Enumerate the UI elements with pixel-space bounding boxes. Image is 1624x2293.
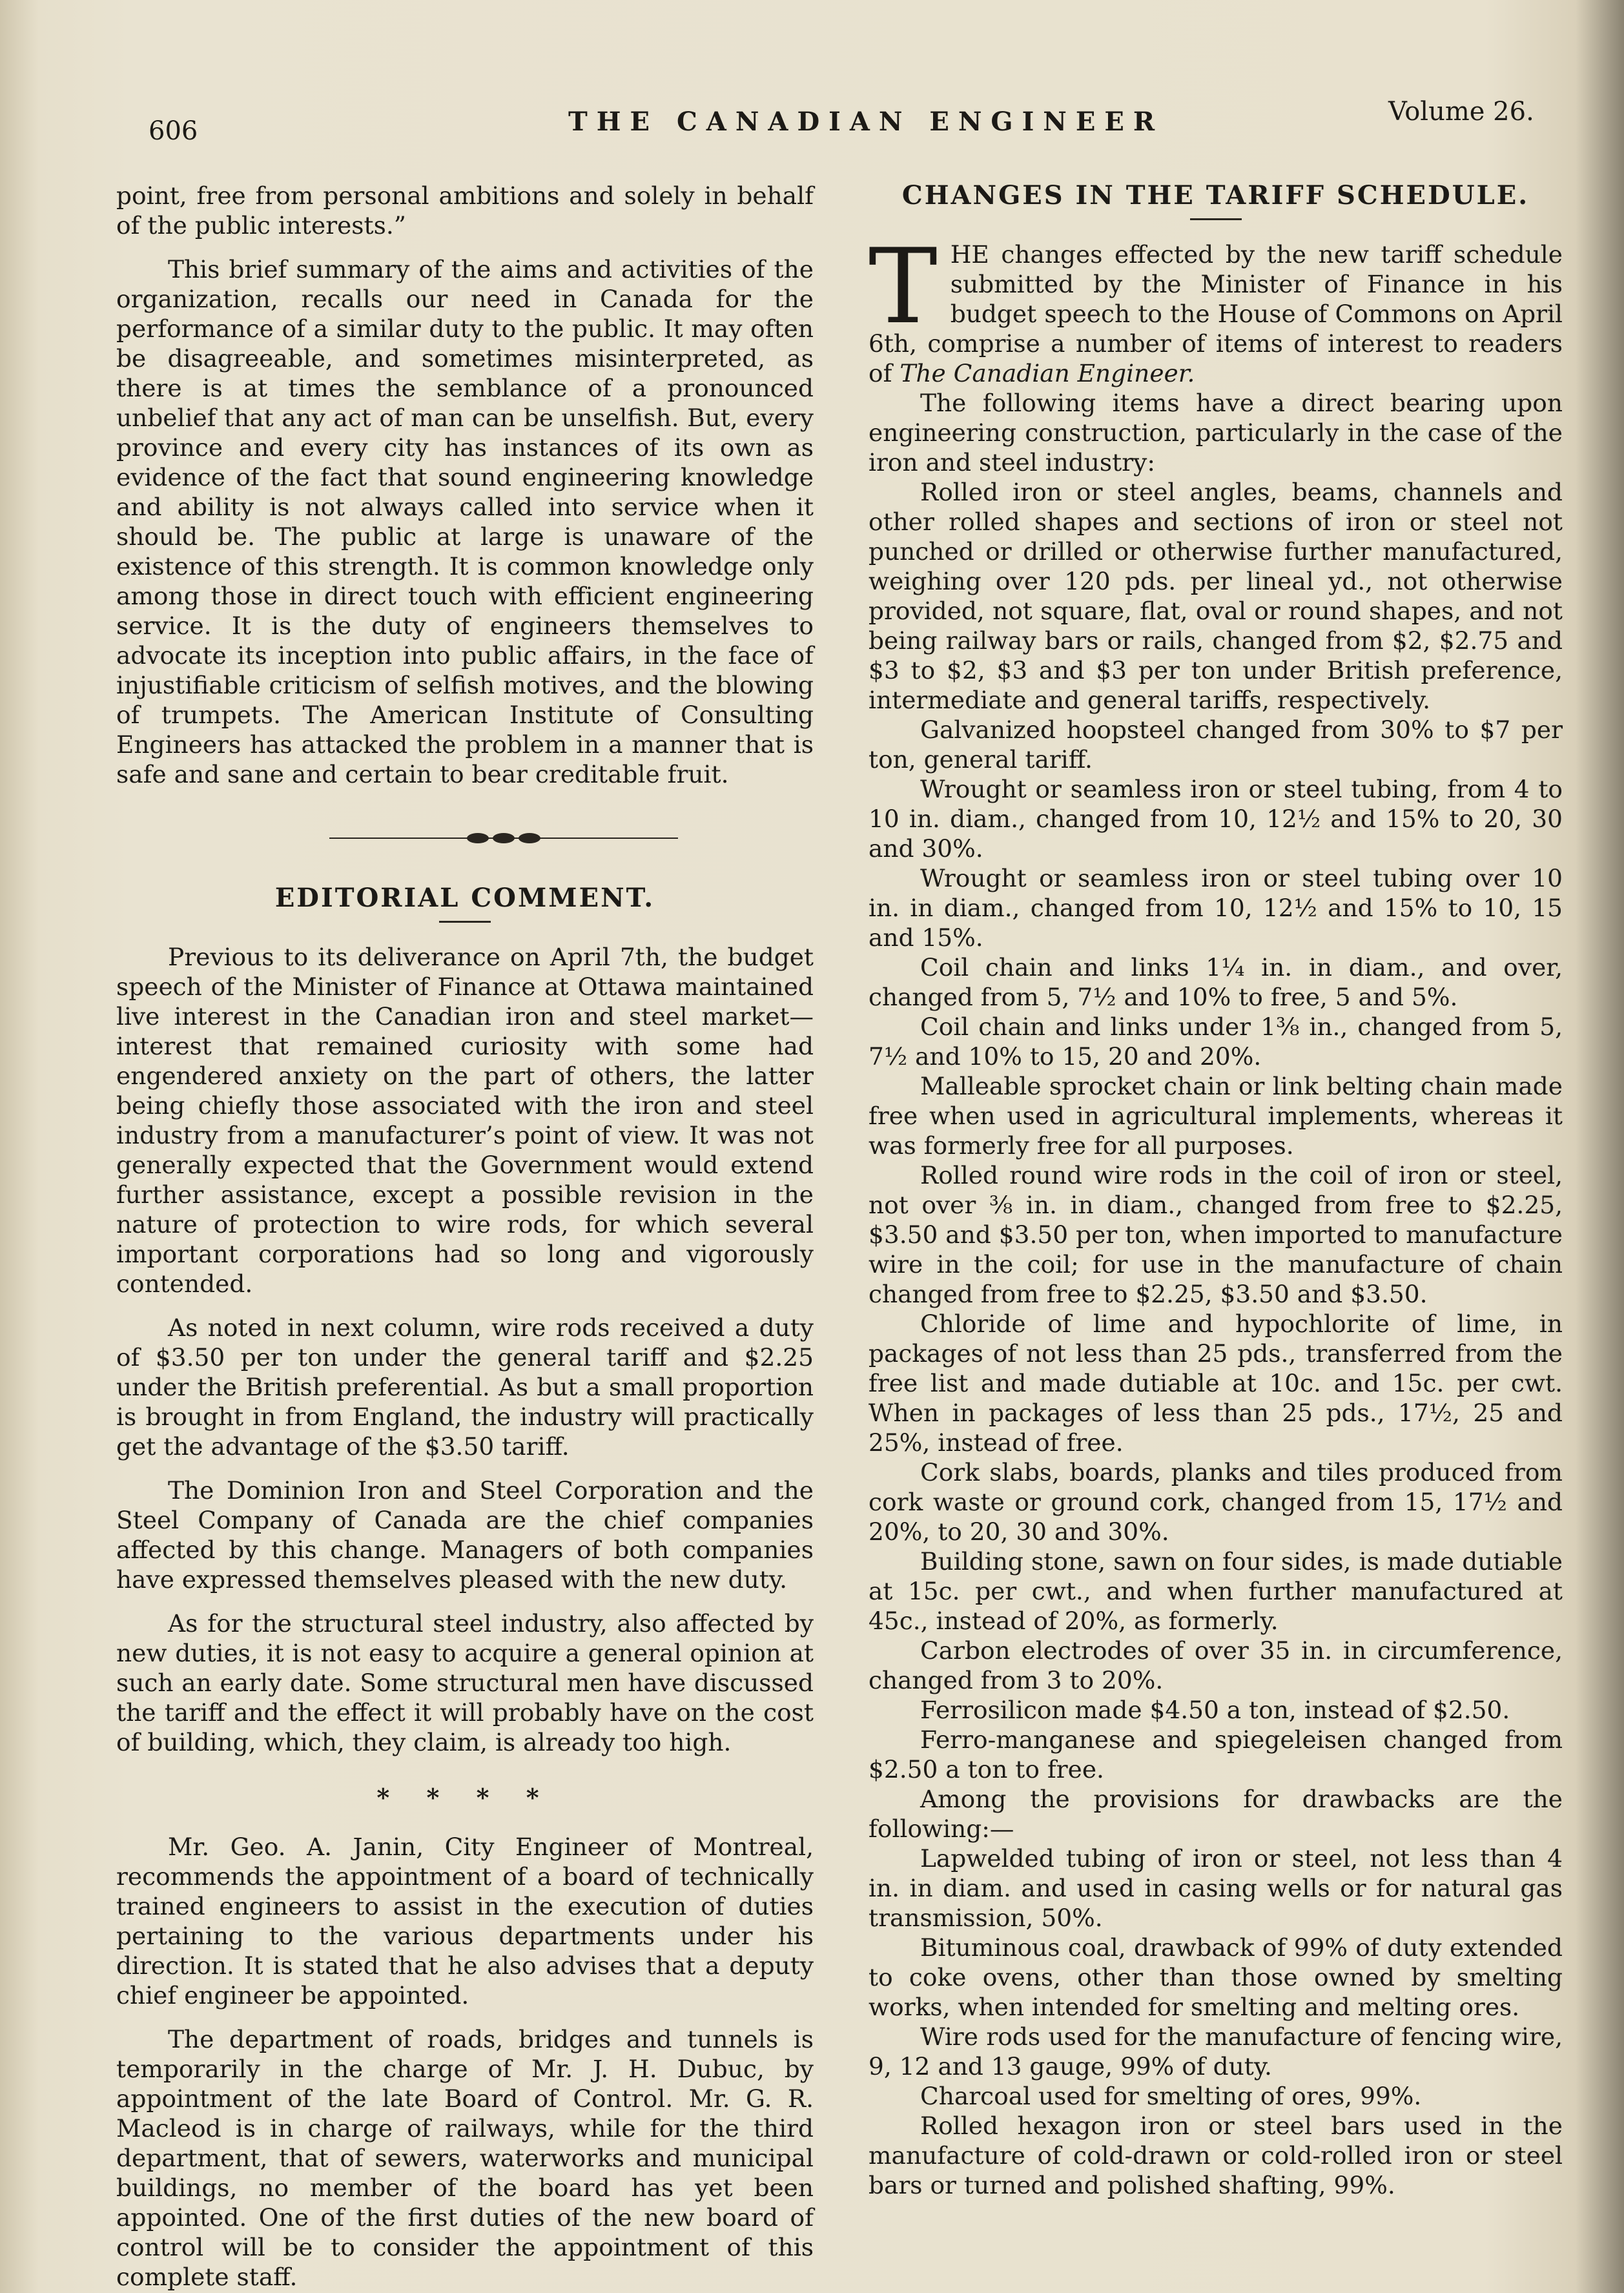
- drawback-item: Charcoal used for smelting of ores, 99%.: [920, 2082, 1422, 2110]
- ornament-divider: [116, 825, 814, 851]
- drawback-item: Lapwelded tubing of iron or steel, not less than 4 in. in diam. and used in casing wells or for natural gas transmission, 50%.: [869, 1844, 1563, 1932]
- page-number: 606: [149, 116, 198, 146]
- tariff-heading: CHANGES IN THE TARIFF SCHEDULE.: [901, 180, 1530, 211]
- paragraph: The following items have a direct bearing upon engineering construction, particularly in the case of the iron and steel industry:: [869, 389, 1563, 477]
- ornament-dot: [493, 833, 515, 843]
- tariff-item: Chloride of lime and hypochlorite of lime, in packages of not less than 25 pds., transferred from the free list and made dutiable at 10c. and 15c. per cwt. When in packages of less than 25 pds., 17½, 25 and 25%, instead of free.: [869, 1310, 1563, 1457]
- tariff-item: Galvanized hoopsteel changed from 30% to $7 per ton, general tariff.: [869, 715, 1563, 774]
- section-stars: * * * *: [376, 1783, 553, 1812]
- paragraph: As for the structural steel industry, also affected by new duties, it is not easy to acquire a general opinion at such an early date. Some structural men have discussed the tariff and the effect it will probably have on the cost of building, which, they claim, is already too high.: [116, 1609, 814, 1756]
- paragraph: point, free from personal ambitions and solely in behalf of the public interests.”: [116, 181, 814, 240]
- drawback-item: Rolled hexagon iron or steel bars used in the manufacture of cold-drawn or cold-rolled iron or steel bars or turned and polished shafting, 99%.: [869, 2112, 1563, 2199]
- tariff-item: Wrought or seamless iron or steel tubing over 10 in. in diam., changed from 10, 12½ and 15% to 10, 15 and 15%.: [869, 864, 1563, 952]
- tariff-item: Building stone, sawn on four sides, is made dutiable at 15c. per cwt., and when further manufactured at 45c., instead of 20%, as formerly.: [869, 1547, 1563, 1635]
- lead-paragraph: [869, 226, 1563, 388]
- paragraph: This brief summary of the aims and activities of the organization, recalls our need in Canada for the performance of a similar duty to the public. It may often be disagreeable, and sometimes misinterpreted, as there is at times the semblance of a pronounced unbelief that any act of man can be unselfish. But, every province and every city has instances of its own as evidence of the fact that sound engineering knowledge and ability is not always called into service when it should be. The public at large is unaware of the existence of this strength. It is common knowledge only among those in direct touch with efficient engineering service. It is the duty of engineers themselves to advocate its inception into public affairs, in the face of injustifiable criticism of selfish motives, and the blowing of trumpets. The American Institute of Consulting Engineers has attacked the problem in a manner that is safe and sane and certain to bear creditable fruit.: [116, 255, 814, 788]
- heading-rule: [1190, 218, 1242, 220]
- tariff-item: Rolled iron or steel angles, beams, channels and other rolled shapes and sections of iron or steel not punched or drilled or otherwise further manufactured, weighing over 120 pds. per lineal yd., not otherwise provided, not square, flat, oval or round shapes, and not being railway bars or rails, changed from $2, $2.75 and $3 to $2, $3 and $3 per ton under British preference, intermediate and general tariffs, respectively.: [869, 478, 1563, 714]
- editorial-heading: EDITORIAL COMMENT.: [274, 883, 655, 913]
- publication-name: The Canadian Engineer.: [899, 359, 1195, 387]
- left-column: [116, 181, 814, 2292]
- tariff-item: Carbon electrodes of over 35 in. in circumference, changed from 3 to 20%.: [869, 1636, 1563, 1694]
- tariff-item: Coil chain and links under 1⅜ in., changed from 5, 7½ and 10% to 15, 20 and 20%.: [869, 1013, 1563, 1071]
- drawback-item: Bituminous coal, drawback of 99% of duty extended to coke ovens, other than those owned by smelting works, when intended for smelting and melting ores.: [869, 1933, 1563, 2021]
- tariff-item: Ferrosilicon made $4.50 a ton, instead of $2.50.: [920, 1696, 1510, 1724]
- volume-label: Volume 26.: [1388, 97, 1534, 127]
- paragraph: Among the provisions for drawbacks are the following:—: [869, 1785, 1563, 1843]
- tariff-item: Rolled round wire rods in the coil of iron or steel, not over ⅜ in. in diam., changed from free to $2.25, $3.50 and $3.50 per ton, when imported to manufacture wire in the coil; for use in the manufacture of chain changed from free to $2.25, $3.50 and $3.50.: [869, 1161, 1563, 1308]
- running-title: THE CANADIAN ENGINEER: [568, 107, 1164, 137]
- paragraph: The department of roads, bridges and tunnels is temporarily in the charge of Mr. J. H. Dubuc, by appointment of the late Board of Control. Mr. G. R. Macleod is in charge of railways, while for the third department, that of sewers, waterworks and municipal buildings, no member of the board has yet been appointed. One of the first duties of the new board of control will be to consider the appointment of this complete staff.: [116, 2025, 814, 2291]
- drop-cap: T: [869, 226, 938, 347]
- drawback-item: Wire rods used for the manufacture of fencing wire, 9, 12 and 13 gauge, 99% of duty.: [869, 2022, 1563, 2081]
- paragraph: As noted in next column, wire rods received a duty of $3.50 per ton under the general tariff and $2.25 under the British preferential. As but a small proportion is brought in from England, the industry will practically get the advantage of the $3.50 tariff.: [116, 1313, 814, 1461]
- tariff-item: Coil chain and links 1¼ in. in diam., and over, changed from 5, 7½ and 10% to free, 5 and 5%.: [869, 953, 1563, 1011]
- tariff-item: Ferro-manganese and spiegeleisen changed from $2.50 a ton to free.: [869, 1725, 1563, 1784]
- right-column: [869, 181, 1563, 2200]
- heading-rule: [439, 921, 491, 923]
- tariff-item: Cork slabs, boards, planks and tiles produced from cork waste or ground cork, changed from 15, 17½ and 20%, to 20, 30 and 30%.: [869, 1458, 1563, 1546]
- tariff-item: Wrought or seamless iron or steel tubing, from 4 to 10 in. diam., changed from 10, 12½ and 15% to 20, 30 and 30%.: [869, 775, 1563, 863]
- tariff-item: Malleable sprocket chain or link belting chain made free when used in agricultural implements, whereas it was formerly free for all purposes.: [869, 1072, 1563, 1160]
- paragraph: The Dominion Iron and Steel Corporation and the Steel Company of Canada are the chief companies affected by this change. Managers of both companies have expressed themselves pleased with the new duty.: [116, 1476, 814, 1594]
- ornament-dot: [467, 833, 489, 843]
- paragraph: Mr. Geo. A. Janin, City Engineer of Montreal, recommends the appointment of a board of technically trained engineers to assist in the execution of duties pertaining to the various departments under his direction. It is stated that he also advises that a deputy chief engineer be appointed.: [116, 1833, 814, 2010]
- lead-text: HE changes effected by the new tariff schedule submitted by the Minister of Finance in his budget speech to the House of Commons on April 6th, comprise a number of items of interest to readers of: [869, 240, 1563, 387]
- paragraph: Previous to its deliverance on April 7th, the budget speech of the Minister of Finance at Ottawa maintained live interest in the Canadian iron and steel market—interest that remained curiosity with some had engendered anxiety on the part of others, the latter being chiefly those associated with the iron and steel industry from a manufacturer’s point of view. It was not generally expected that the Government would extend further assistance, except a possible revision in the nature of protection to wire rods, for which several important corporations had so long and vigorously contended.: [116, 943, 814, 1298]
- ornament-dot: [519, 833, 540, 843]
